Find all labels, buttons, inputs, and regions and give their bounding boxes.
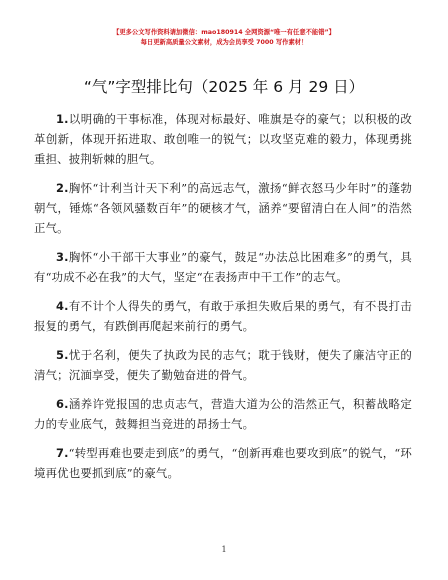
paragraph-text: 有不计个人得失的勇气，有敢于承担失败后果的勇气，有不畏打击报复的勇气，有跌倒再爬起来前行的勇气。 [34, 299, 412, 333]
paragraph-list [34, 109, 412, 492]
paragraph-number: 7. [56, 446, 69, 460]
paragraph-1 [34, 109, 412, 169]
paragraph-5 [34, 345, 412, 385]
paragraph-text: 胸怀“计利当计天下利”的高远志气，激扬“鲜衣怒马少年时”的蓬勃朝气，锤炼“各领风骚数百年”的硬核才气，涵养“要留清白在人间”的浩然正气。 [34, 181, 412, 235]
paragraph-number: 6. [56, 397, 69, 411]
promo-banner-line1: 【更多公文写作资料请加微信：mao180914 全网资源“唯一有任意不能错”】 [113, 29, 335, 36]
paragraph-number: 5. [56, 348, 69, 362]
promo-banner-line2: 每日更新高质量公文素材，成为会员享受 7000 写作素材！ [140, 39, 308, 46]
paragraph-number: 1. [56, 112, 69, 126]
paragraph-text: 以明确的干事标准，体现对标最好、唯旗是夺的豪气；以积极的改革创新，体现开拓进取、敢创唯一的锐气；以攻坚克难的毅力，体现勇挑重担、披荆斩棘的胆气。 [34, 112, 412, 166]
promo-banner [0, 28, 448, 48]
paragraph-number: 3. [56, 250, 69, 264]
page-title: “气”字型排比句（2025 年 6 月 29 日） [83, 78, 365, 96]
paragraph-6 [34, 394, 412, 434]
paragraph-number: 2. [56, 181, 69, 195]
paragraph-text: 忧于名利，便失了执政为民的志气；耽于钱财，便失了廉洁守正的清气；沉湎享受，便失了勤勉奋进的骨气。 [34, 348, 412, 382]
paragraph-7 [34, 443, 412, 483]
paragraph-text: “转型再难也要走到底”的勇气，“创新再难也要攻到底”的锐气，“环境再优也要抓到底”的豪气。 [34, 446, 412, 480]
paragraph-2 [34, 178, 412, 238]
paragraph-3 [34, 247, 412, 287]
paragraph-text: 涵养许党报国的忠贞志气，营造大道为公的浩然正气，积蓄战略定力的专业底气，鼓舞担当竞进的昂扬士气。 [34, 397, 412, 431]
paragraph-4 [34, 296, 412, 336]
paragraph-text: 胸怀“小干部干大事业”的豪气，鼓足“办法总比困难多”的勇气，具有“功成不必在我”的大气，坚定“在表扬声中干工作”的志气。 [34, 250, 412, 284]
page-number: 1 [221, 545, 227, 554]
paragraph-number: 4. [56, 299, 69, 313]
